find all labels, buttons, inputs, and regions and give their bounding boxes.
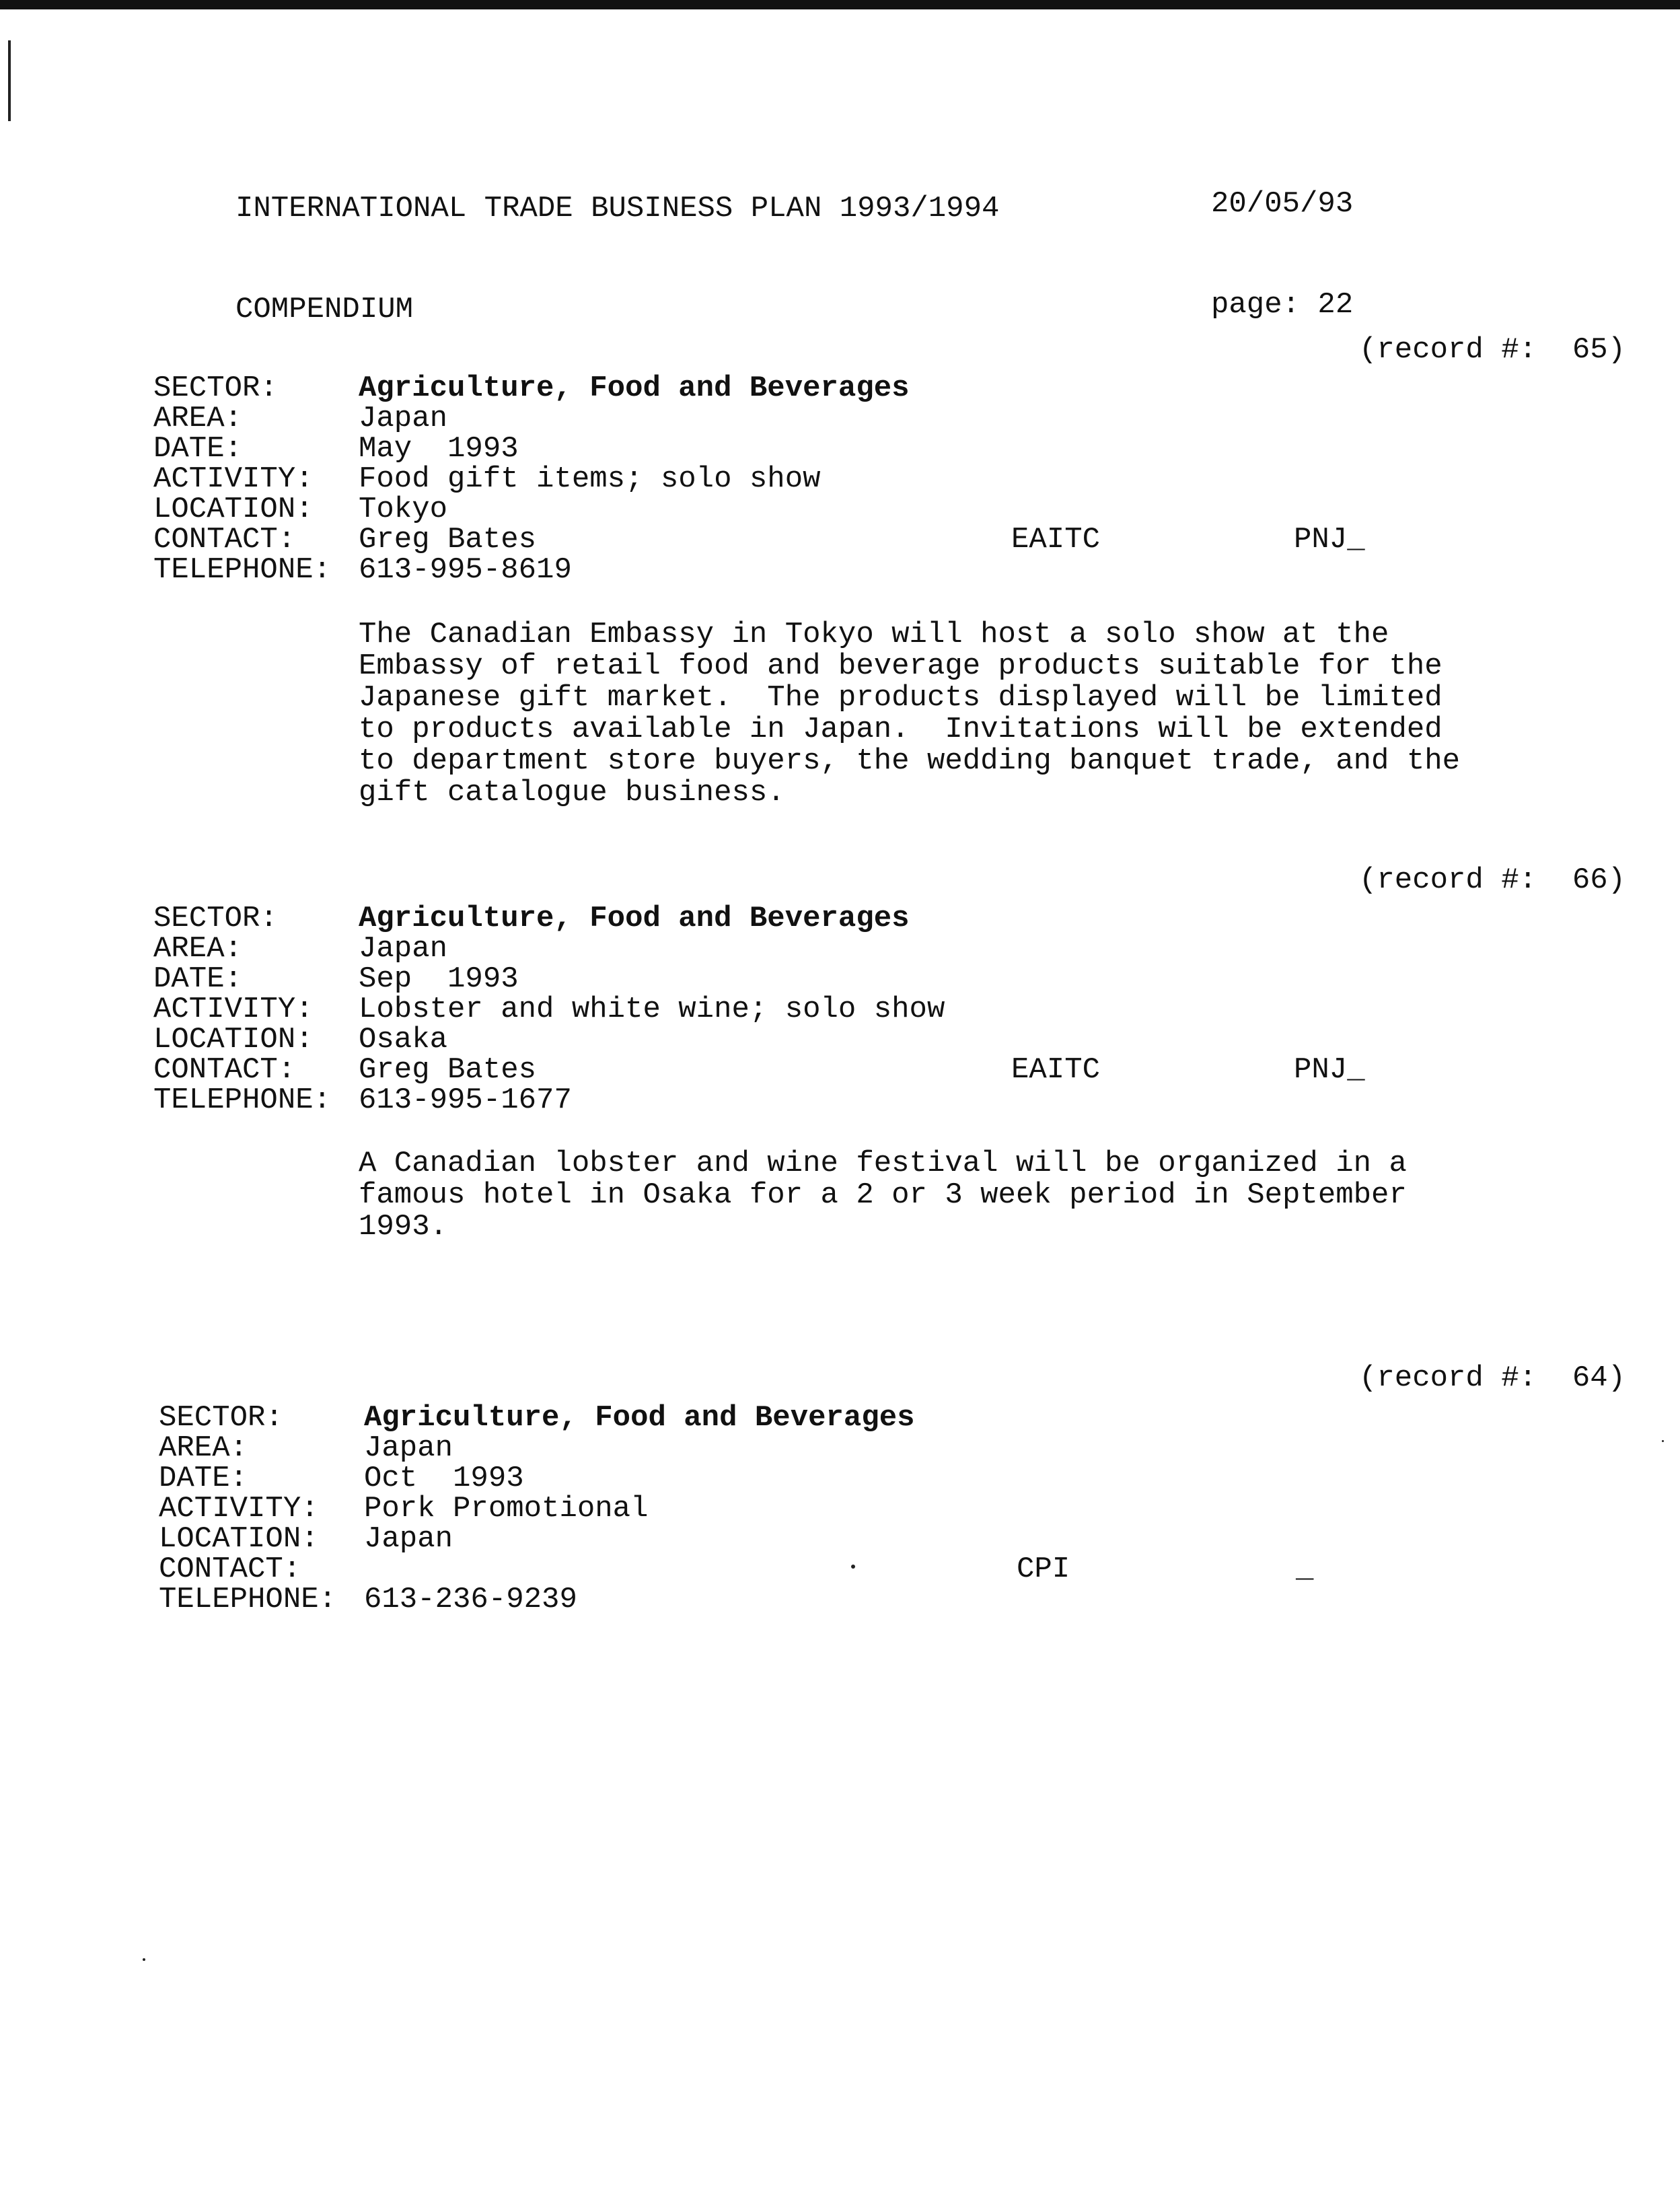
location-row (153, 495, 1660, 525)
division-code: PNJ_ (1294, 1053, 1365, 1087)
date-value: Sep 1993 (359, 962, 519, 996)
area-label: AREA: (159, 1431, 248, 1465)
telephone-label: TELEPHONE: (159, 1583, 337, 1616)
area-row (153, 404, 1660, 434)
area-value: Japan (364, 1431, 453, 1465)
record-number: (record #: 65) (1359, 333, 1626, 367)
scan-top-border (0, 0, 1680, 9)
document-date: 20/05/93 (1211, 187, 1354, 221)
record-description: A Canadian lobster and wine festival will be organized in a famous hotel in Osaka for a 2 or 3 week period in September 1993. (359, 1147, 1407, 1244)
contact-row (153, 1055, 1660, 1085)
contact-value: Greg Bates (359, 1053, 537, 1087)
telephone-row (153, 1085, 1660, 1116)
activity-label: ACTIVITY: (159, 1492, 319, 1526)
document-header-meta (1211, 120, 1353, 355)
telephone-value: 613-236-9239 (364, 1583, 577, 1616)
activity-row (153, 995, 1660, 1025)
contact-label: CONTACT: (153, 1053, 296, 1087)
sector-row (153, 904, 1660, 934)
location-row (153, 1025, 1660, 1055)
record-entry (153, 371, 1660, 810)
contact-label: CONTACT: (153, 523, 296, 557)
sector-label: SECTOR: (153, 902, 278, 935)
location-label: LOCATION: (153, 1023, 314, 1056)
department-code: CPI (1017, 1552, 1070, 1586)
record-entry (153, 902, 1660, 1244)
division-code: PNJ_ (1294, 523, 1365, 557)
date-row (153, 964, 1660, 995)
area-label: AREA: (153, 932, 243, 966)
date-label: DATE: (153, 432, 243, 466)
location-row (159, 1524, 1666, 1554)
activity-value: Lobster and white wine; solo show (359, 993, 945, 1026)
activity-row (159, 1494, 1666, 1524)
division-code: _ (1296, 1552, 1314, 1586)
contact-row (153, 525, 1660, 555)
sector-label: SECTOR: (153, 371, 278, 405)
scan-speck (1662, 1440, 1664, 1442)
telephone-value: 613-995-8619 (359, 553, 572, 587)
contact-value: Greg Bates (359, 523, 537, 557)
sector-row (159, 1403, 1666, 1433)
department-code: EAITC (1011, 523, 1101, 557)
sector-label: SECTOR: (159, 1401, 283, 1435)
telephone-row (159, 1585, 1666, 1615)
date-value: Oct 1993 (364, 1462, 524, 1495)
document-header (235, 124, 999, 360)
location-value: Osaka (359, 1023, 448, 1056)
activity-label: ACTIVITY: (153, 462, 314, 496)
date-row (153, 434, 1660, 464)
telephone-row (153, 555, 1660, 585)
activity-label: ACTIVITY: (153, 993, 314, 1026)
activity-value: Pork Promotional (364, 1492, 649, 1526)
contact-row (159, 1554, 1666, 1585)
sector-value: Agriculture, Food and Beverages (364, 1401, 915, 1435)
date-label: DATE: (153, 962, 243, 996)
date-row (159, 1464, 1666, 1494)
document-title: INTERNATIONAL TRADE BUSINESS PLAN 1993/1994 (235, 192, 1000, 225)
date-label: DATE: (159, 1462, 248, 1495)
record-description: The Canadian Embassy in Tokyo will host a solo show at the Embassy of retail food and beverage products suitable for the Japanese gift market. The products displayed will be limited to products available in Japan. Invitations will be extended to department store buyers, the wedding banquet trade, and the gift catalogue business. (359, 618, 1461, 810)
location-label: LOCATION: (159, 1522, 319, 1556)
date-value: May 1993 (359, 432, 519, 466)
telephone-value: 613-995-1677 (359, 1083, 572, 1117)
activity-value: Food gift items; solo show (359, 462, 821, 496)
page-number: page: 22 (1211, 288, 1354, 322)
area-label: AREA: (153, 402, 243, 435)
sector-value: Agriculture, Food and Beverages (359, 371, 910, 405)
record-entry (159, 1403, 1666, 1615)
location-value: Japan (364, 1522, 453, 1556)
scan-speck (143, 1958, 145, 1961)
record-number: (record #: 64) (1359, 1361, 1626, 1395)
area-row (153, 934, 1660, 964)
telephone-label: TELEPHONE: (153, 553, 332, 587)
activity-row (153, 464, 1660, 495)
document-subtitle: COMPENDIUM (235, 293, 414, 326)
contact-label: CONTACT: (159, 1552, 301, 1586)
scan-edge-mark (8, 40, 11, 121)
area-value: Japan (359, 932, 448, 966)
department-code: EAITC (1011, 1053, 1101, 1087)
scan-speck (851, 1565, 855, 1569)
location-value: Tokyo (359, 493, 448, 526)
record-number: (record #: 66) (1359, 863, 1626, 897)
sector-row (153, 373, 1660, 404)
telephone-label: TELEPHONE: (153, 1083, 332, 1117)
sector-value: Agriculture, Food and Beverages (359, 902, 910, 935)
area-value: Japan (359, 402, 448, 435)
area-row (159, 1433, 1666, 1464)
location-label: LOCATION: (153, 493, 314, 526)
